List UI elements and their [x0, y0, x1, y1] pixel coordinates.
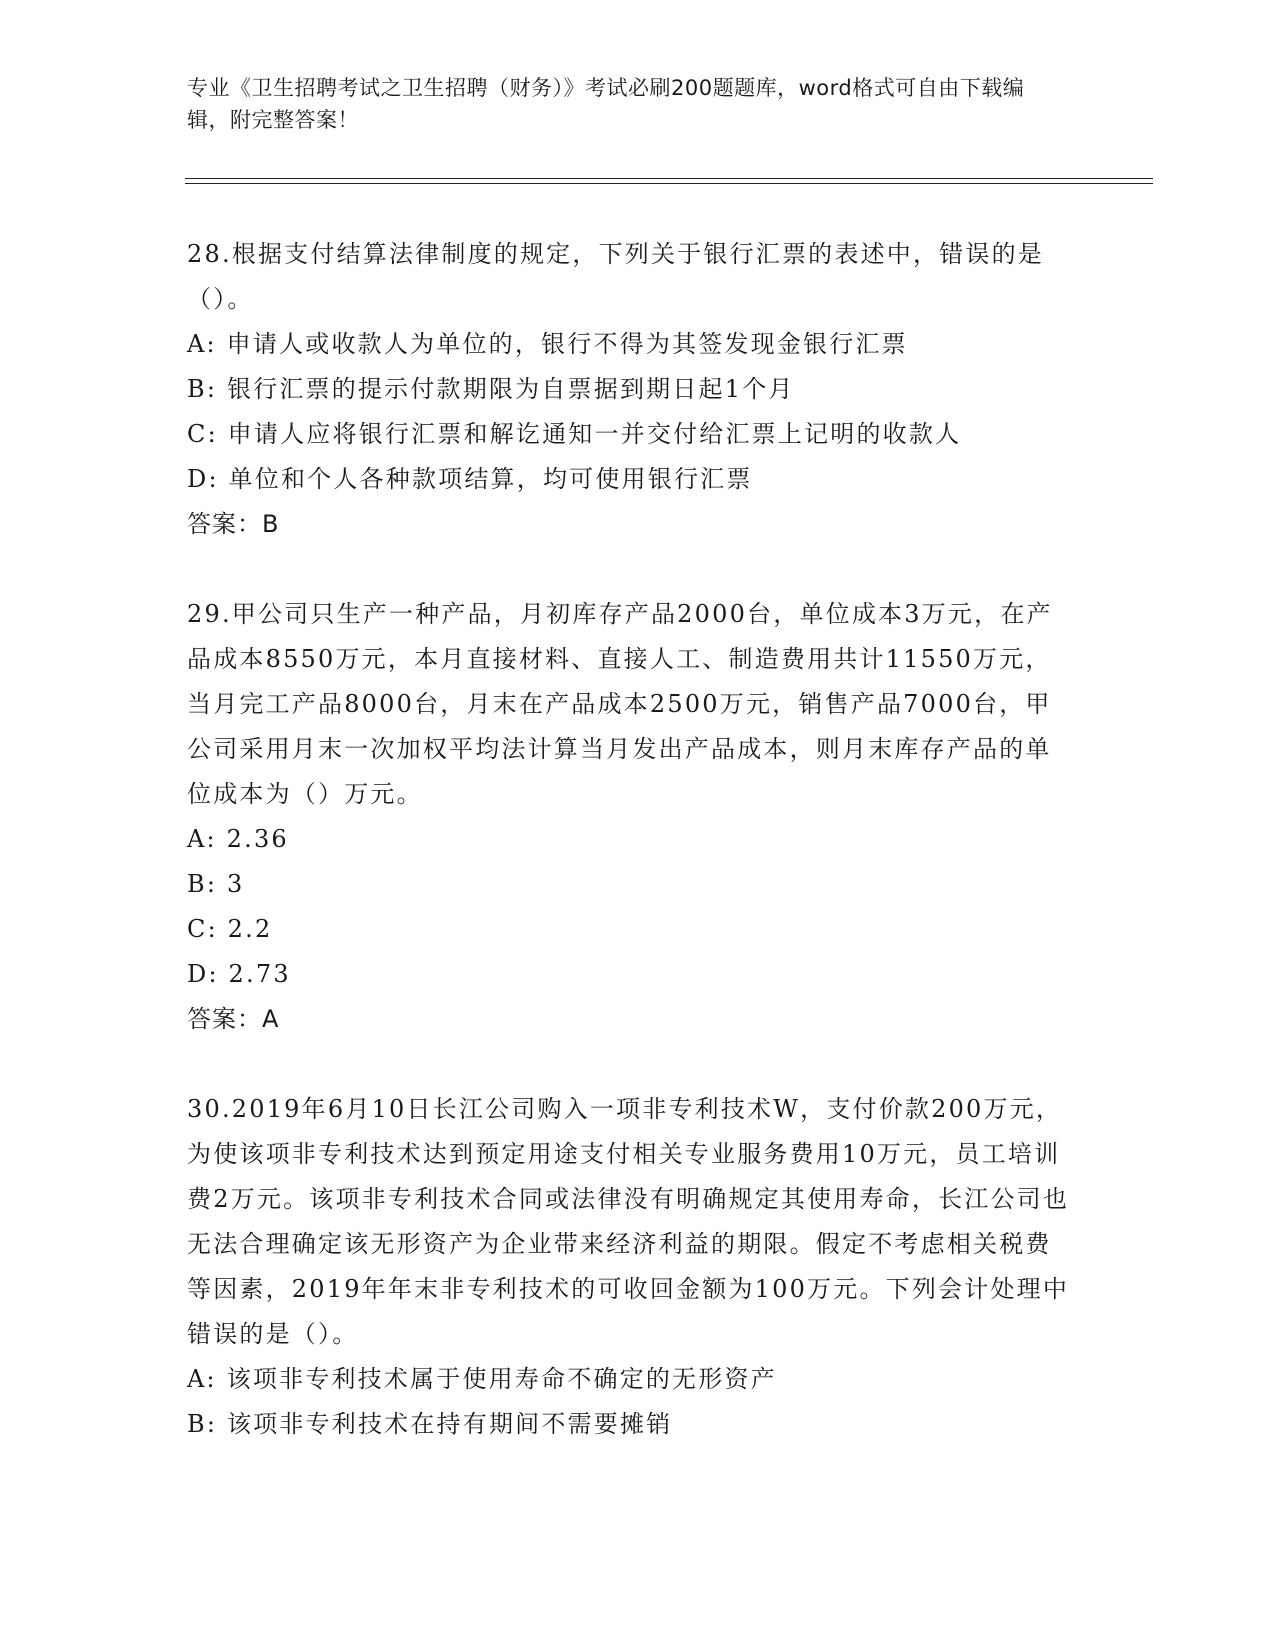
- option-b: B: 该项非专利技术在持有期间不需要摊销: [187, 1410, 673, 1438]
- answer-line: 答案：A: [187, 1005, 280, 1033]
- option-b: B: 3: [187, 870, 245, 898]
- header-divider-bottom: [185, 183, 1153, 184]
- option-a: A: 该项非专利技术属于使用寿命不确定的无形资产: [187, 1365, 777, 1393]
- option-a: A: 申请人或收款人为单位的，银行不得为其签发现金银行汇票: [187, 330, 908, 358]
- question-stem: 28.根据支付结算法律制度的规定，下列关于银行汇票的表述中，错误的是（）。: [187, 240, 1044, 313]
- question-stem: 29.甲公司只生产一种产品，月初库存产品2000台，单位成本3万元，在产品成本8550万元，本月直接材料、直接人工、制造费用共计11550万元，当月完工产品8000台，月末在产品成本2500万元，销售产品7000台，甲公司采用月末一次加权平均法计算当月发出产品成本，则月末库存产品的单位成本为（）万元。: [187, 600, 1053, 808]
- answer-line: 答案：B: [187, 510, 280, 538]
- document-header: 专业《卫生招聘考试之卫生招聘（财务）》考试必刷200题题库，word格式可自由下载编辑，附完整答案！: [187, 76, 1025, 132]
- option-c: C: 2.2: [187, 915, 273, 943]
- header-divider-top: [185, 178, 1153, 179]
- question-stem: 30.2019年6月10日长江公司购入一项非专利技术W，支付价款200万元，为使该项非专利技术达到预定用途支付相关专业服务费用10万元，员工培训费2万元。该项非专利技术合同或法律没有明确规定其使用寿命，长江公司也无法合理确定该无形资产为企业带来经济利益的期限。假定不考虑相关税费等因素，2019年年末非专利技术的可收回金额为100万元。下列会计处理中错误的是（）。: [187, 1095, 1070, 1348]
- question-28: [187, 232, 1077, 547]
- option-d: D: 单位和个人各种款项结算，均可使用银行汇票: [187, 465, 753, 493]
- question-29: [187, 592, 1077, 1042]
- option-a: A: 2.36: [187, 825, 289, 853]
- question-list: [187, 232, 1077, 1492]
- option-d: D: 2.73: [187, 960, 291, 988]
- option-c: C: 申请人应将银行汇票和解讫通知一并交付给汇票上记明的收款人: [187, 420, 962, 448]
- option-b: B: 银行汇票的提示付款期限为自票据到期日起1个月: [187, 375, 795, 403]
- question-30: [187, 1087, 1077, 1447]
